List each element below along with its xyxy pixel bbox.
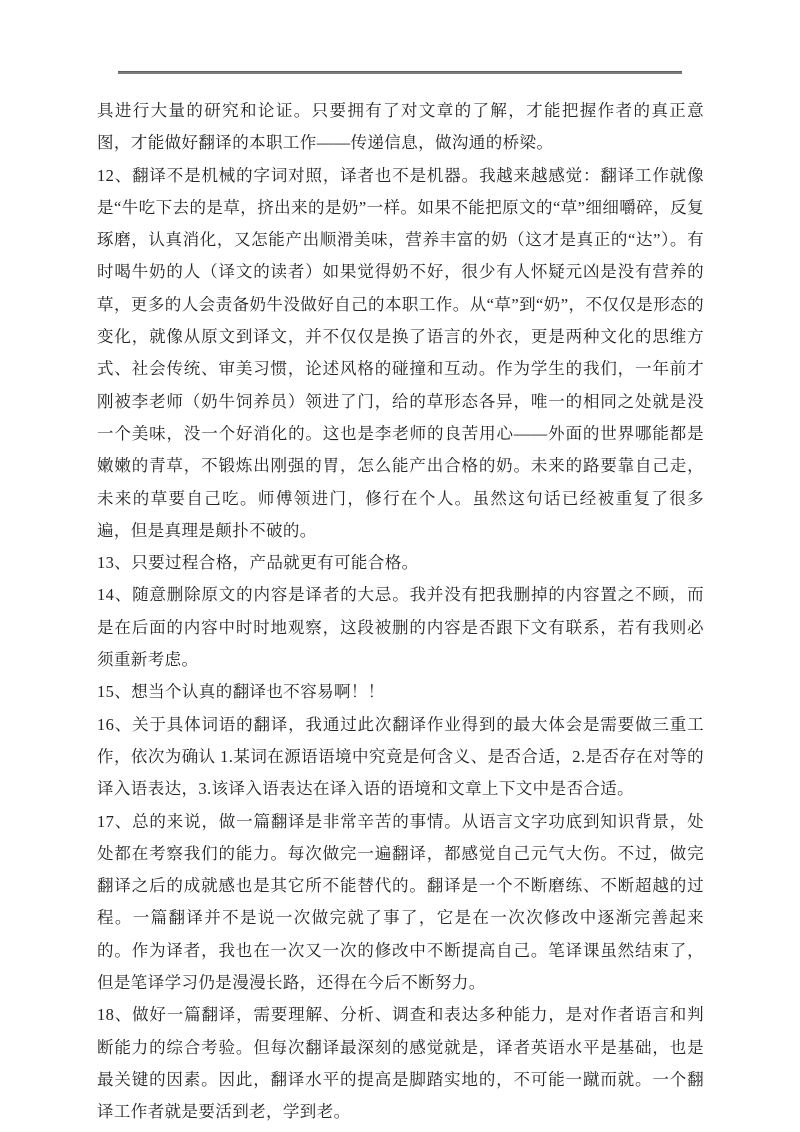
document-body: [97, 95, 704, 1129]
paragraph-item-18: 18、做好一篇翻译，需要理解、分析、调查和表达多种能力，是对作者语言和判断能力的综合考验。但每次翻译最深刻的感觉就是，译者英语水平是基础，也是最关键的因素。因此，翻译水平的提高是脚踏实地的，不可能一蹴而就。一个翻译工作者就是要活到老，学到老。: [97, 1005, 704, 1122]
paragraph-item-16: 16、关于具体词语的翻译，我通过此次翻译作业得到的最大体会是需要做三重工作，依次为确认 1.某词在源语语境中究竟是何含义、是否合适，2.是否存在对等的译入语表达，3.该译入语表达在译入语的语境和文章上下文中是否合适。: [97, 714, 704, 799]
paragraph-item-17: 17、总的来说，做一篇翻译是非常辛苦的事情。从语言文字功底到知识背景，处处都在考察我们的能力。每次做完一遍翻译，都感觉自己元气大伤。不过，做完翻译之后的成就感也是其它所不能替代的。翻译是一个不断磨练、不断超越的过程。一篇翻译并不是说一次做完就了事了，它是在一次次修改中逐渐完善起来的。作为译者，我也在一次又一次的修改中不断提高自己。笔译课虽然结束了，但是笔译学习仍是漫漫长路，还得在今后不断努力。: [97, 811, 704, 993]
paragraph-item-12: 12、翻译不是机械的字词对照，译者也不是机器。我越来越感觉：翻译工作就像是“牛吃下去的是草，挤出来的是奶”一样。如果不能把原文的“草”细细嚼碎，反复琢磨，认真消化，又怎能产出顺滑美味，营养丰富的奶（这才是真正的“达”）。有时喝牛奶的人（译文的读者）如果觉得奶不好，很少有人怀疑元凶是没有营养的草，更多的人会责备奶牛没做好自己的本职工作。从“草”到“奶”，不仅仅是形态的变化，就像从原文到译文，并不仅仅是换了语言的外衣，更是两种文化的思维方式、社会传统、审美习惯，论述风格的碰撞和互动。作为学生的我们，一年前才刚被李老师（奶牛饲养员）领进了门，给的草形态各异，唯一的相同之处就是没一个美味，没一个好消化的。这也是李老师的良苦用心——外面的世界哪能都是嫩嫩的青草，不锻炼出刚强的胃，怎么能产出合格的奶。未来的路要靠自己走，未来的草要自己吃。师傅领进门，修行在个人。虽然这句话已经被重复了很多遍，但是真理是颠扑不破的。: [97, 165, 704, 540]
header-rule: [118, 71, 682, 74]
paragraph-continuation: 具进行大量的研究和论证。只要拥有了对文章的了解，才能把握作者的真正意图，才能做好翻译的本职工作——传递信息，做沟通的桥梁。: [97, 101, 704, 153]
paragraph-item-14: 14、随意删除原文的内容是译者的大忌。我并没有把我删掉的内容置之不顾，而是在后面的内容中时时地观察，这段被删的内容是否跟下文有联系，若有我则必须重新考虑。: [97, 585, 704, 670]
paragraph-item-13: 13、只要过程合格，产品就更有可能合格。: [97, 553, 419, 573]
paragraph-item-15: 15、想当个认真的翻译也不容易啊！！: [97, 682, 385, 702]
